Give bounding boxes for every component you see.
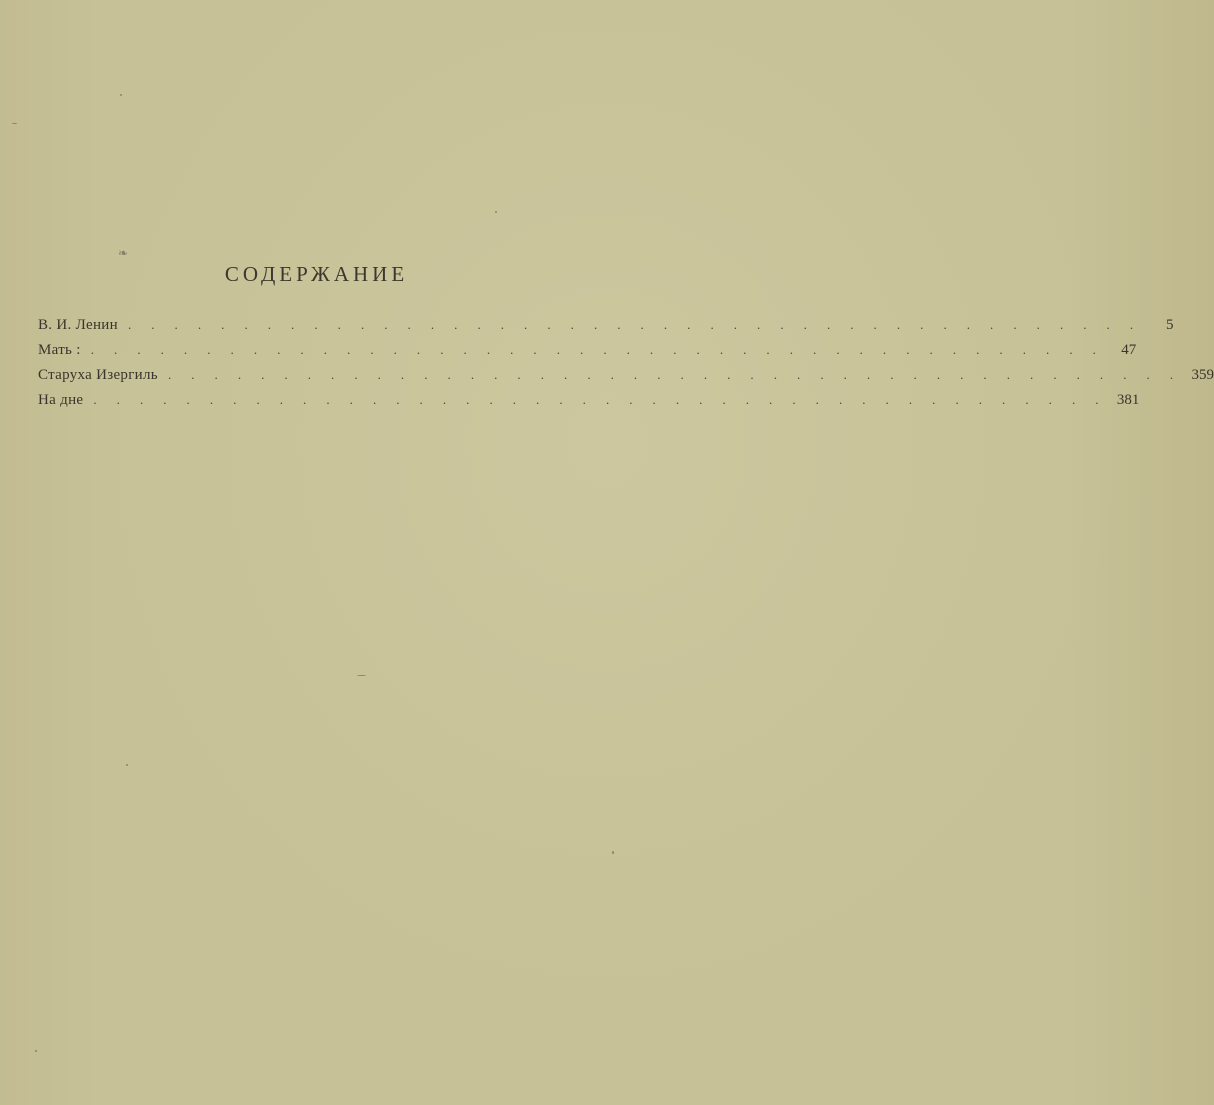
toc-entry bbox=[38, 342, 1137, 367]
toc-page-number: 359 bbox=[1191, 367, 1214, 383]
toc-entry bbox=[38, 317, 1174, 342]
toc-page-number: 47 bbox=[1121, 342, 1137, 358]
paper-speck bbox=[612, 851, 614, 854]
printer-mark-icon: ❧ bbox=[118, 246, 129, 260]
toc-dot-leader: . . . . . . . . . . . . . . . . . . . . . . . . . . . . . . . . . . . . . . . . . . . . bbox=[167, 367, 1182, 382]
toc-entry bbox=[38, 392, 1140, 417]
paper-speck bbox=[357, 675, 366, 676]
toc-entry-title: На дне bbox=[38, 392, 84, 408]
paper-speck bbox=[35, 1050, 37, 1052]
toc-dot-leader: . . . . . . . . . . . . . . . . . . . . . . . . . . . . . . . . . . . . . . . . . . . . bbox=[127, 317, 1142, 332]
toc-dot-leader: . . . . . . . . . . . . . . . . . . . . . . . . . . . . . . . . . . . . . . . . . . . . bbox=[93, 392, 1107, 407]
toc-entry-title: В. И. Ленин bbox=[38, 317, 118, 333]
paper-speck bbox=[12, 123, 17, 124]
toc-page-number: 381 bbox=[1116, 392, 1140, 408]
paper-speck bbox=[120, 94, 122, 96]
paper-speck bbox=[126, 764, 128, 766]
paper-speck bbox=[495, 211, 497, 213]
toc-page-number: 5 bbox=[1166, 317, 1174, 333]
toc-dot-leader: . . . . . . . . . . . . . . . . . . . . . . . . . . . . . . . . . . . . . . . . . . . . bbox=[90, 342, 1105, 357]
toc-title: СОДЕРЖАНИЕ bbox=[224, 262, 409, 286]
toc-entry-title: Старуха Изергиль bbox=[38, 367, 158, 383]
toc-list bbox=[38, 317, 1214, 417]
toc-entry bbox=[38, 367, 1214, 392]
toc-entry-title: Мать : bbox=[38, 342, 81, 358]
